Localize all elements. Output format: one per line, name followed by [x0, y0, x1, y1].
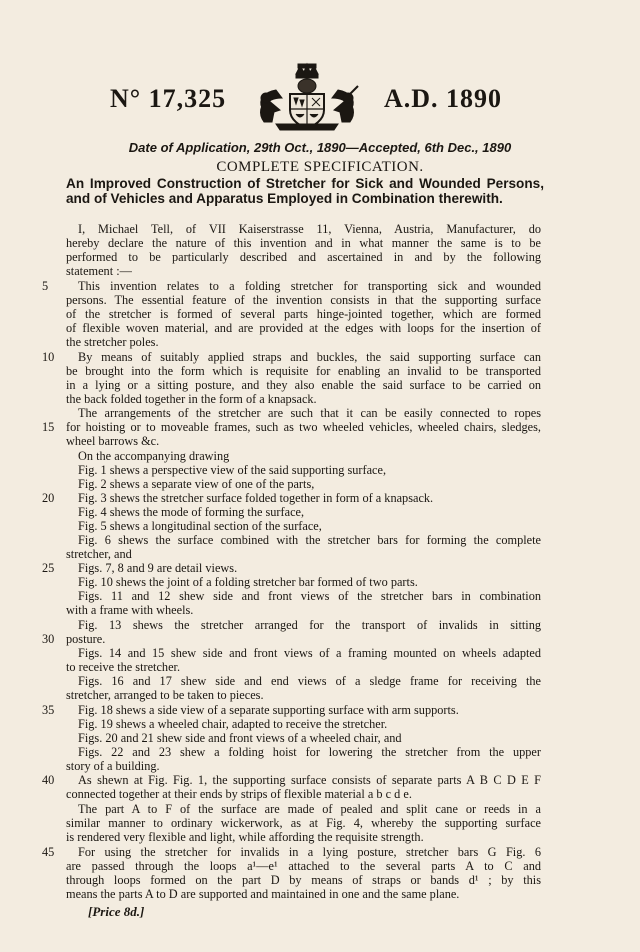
- line-number: 5: [42, 279, 49, 293]
- specification-heading: COMPLETE SPECIFICATION.: [216, 159, 424, 175]
- text-line: of the stretcher is formed of several parts hinge-jointed together, which are formed: [66, 307, 541, 321]
- text-line: Fig. 19 shews a wheeled chair, adapted to receive the stretcher.: [78, 717, 388, 731]
- text-line: stretcher, and: [66, 547, 132, 561]
- text-line: Fig. 10 shews the joint of a folding stretcher bar formed of two parts.: [78, 575, 418, 589]
- text-line: As shewn at Fig. Fig. 1, the supporting surface consists of separate parts A B C D E F: [78, 773, 541, 787]
- text-line: This invention relates to a folding stretcher for transporting sick and wounded: [78, 279, 541, 293]
- price-label: [Price 8d.]: [88, 904, 145, 919]
- text-line: with a frame with wheels.: [66, 603, 194, 617]
- text-line: Fig. 4 shews the mode of forming the surface,: [78, 505, 305, 519]
- line-number: 15: [42, 420, 55, 434]
- line-number: 30: [42, 632, 55, 646]
- text-line: story of a building.: [66, 759, 160, 773]
- application-dates: Date of Application, 29th Oct., 1890—Accepted, 6th Dec., 1890: [128, 140, 512, 155]
- line-number: 45: [42, 845, 55, 859]
- text-line: Fig. 6 shews the surface combined with the stretcher bars for forming the complete: [78, 533, 541, 547]
- text-line: hereby declare the nature of this invention and in what manner the same is to be: [66, 236, 541, 250]
- text-line: Fig. 13 shews the stretcher arranged for the transport of invalids in sitting: [78, 618, 541, 632]
- text-line: for hoisting or to moveable frames, such as two wheeled vehicles, wheeled chairs, sledges,: [66, 420, 541, 434]
- text-line: Figs. 11 and 12 shew side and front views of the stretcher bars in combination: [78, 589, 541, 603]
- text-line: persons. The essential feature of the invention consists in that the supporting surface: [66, 293, 541, 307]
- text-line: of flexible woven material, and are provided at the edges with loops for the insertion of: [66, 321, 541, 335]
- text-line: be brought into the form which is requisite for enabling an invalid to be transported: [66, 364, 541, 378]
- text-line: is rendered very flexible and light, while affording the requisite strength.: [66, 830, 424, 844]
- line-number: 20: [42, 491, 55, 505]
- line-number: 40: [42, 773, 55, 787]
- text-line: The part A to F of the surface are made of pealed and split cane or reeds in a: [78, 802, 541, 816]
- text-line: Figs. 20 and 21 shew side and front views of a wheeled chair, and: [78, 731, 402, 745]
- invention-title: An Improved Construction of Stretcher for Sick and Wounded Persons, and of Vehicles and Apparatus Employed in Combination therewith.: [66, 176, 544, 206]
- text-line: Fig. 18 shews a side view of a separate supporting surface with arm supports.: [78, 703, 459, 717]
- text-line: to receive the stretcher.: [66, 660, 181, 674]
- text-line: means the parts A to D are supported and maintained in one and the same plane.: [66, 887, 460, 901]
- text-line: Fig. 5 shews a longitudinal section of the surface,: [78, 519, 322, 533]
- text-line: I, Michael Tell, of VII Kaiserstrasse 11, Vienna, Austria, Manufacturer, do: [78, 222, 541, 236]
- text-line: stretcher, arranged to be taken to pieces.: [66, 688, 264, 702]
- text-line: Figs. 22 and 23 shew a folding hoist for lowering the stretcher from the upper: [78, 745, 541, 759]
- text-line: On the accompanying drawing: [78, 449, 230, 463]
- line-number: 25: [42, 561, 55, 575]
- text-line: wheel barrows &c.: [66, 434, 160, 448]
- text-line: Fig. 2 shews a separate view of one of the parts,: [78, 477, 315, 491]
- text-line: statement :—: [66, 264, 132, 278]
- text-line: Figs. 14 and 15 shew side and front views of a framing mounted on wheels adapted: [78, 646, 541, 660]
- text-line: the back folded together in the form of a knapsack.: [66, 392, 317, 406]
- text-line: By means of suitably applied straps and buckles, the said supporting surface can: [78, 350, 541, 364]
- line-number: 35: [42, 703, 55, 717]
- patent-number: N° 17,325: [110, 84, 227, 113]
- text-line: Figs. 7, 8 and 9 are detail views.: [78, 561, 238, 575]
- royal-coat-of-arms-icon: [246, 60, 368, 132]
- line-number: 10: [42, 350, 55, 364]
- text-line: connected together at their ends by strips of flexible material a b c d e.: [66, 787, 412, 801]
- text-line: Fig. 1 shews a perspective view of the said supporting surface,: [78, 463, 387, 477]
- text-line: similar manner to ordinary wickerwork, as at Fig. 4, whereby the supporting surface: [66, 816, 541, 830]
- patent-year: A.D. 1890: [384, 84, 503, 113]
- text-line: performed to be particularly described and ascertained in and by the following: [66, 250, 541, 264]
- text-line: Figs. 16 and 17 shew side and end views of a sledge frame for receiving the: [78, 674, 541, 688]
- text-line: Fig. 3 shews the stretcher surface folded together in form of a knapsack.: [78, 491, 434, 505]
- text-line: The arrangements of the stretcher are such that it can be easily connected to ropes: [78, 406, 541, 420]
- text-line: For using the stretcher for invalids in a lying posture, stretcher bars G Fig. 6: [78, 845, 541, 859]
- text-line: in a lying or a sitting posture, and they also enable the said surface to be carried on: [66, 378, 541, 392]
- text-line: posture.: [66, 632, 106, 646]
- text-line: through loops formed on the part D by means of straps or bands d¹ ; by this: [66, 873, 541, 887]
- text-line: the stretcher poles.: [66, 335, 159, 349]
- text-line: are passed through the loops a¹—e¹ attached to the several parts A to C and: [66, 859, 541, 873]
